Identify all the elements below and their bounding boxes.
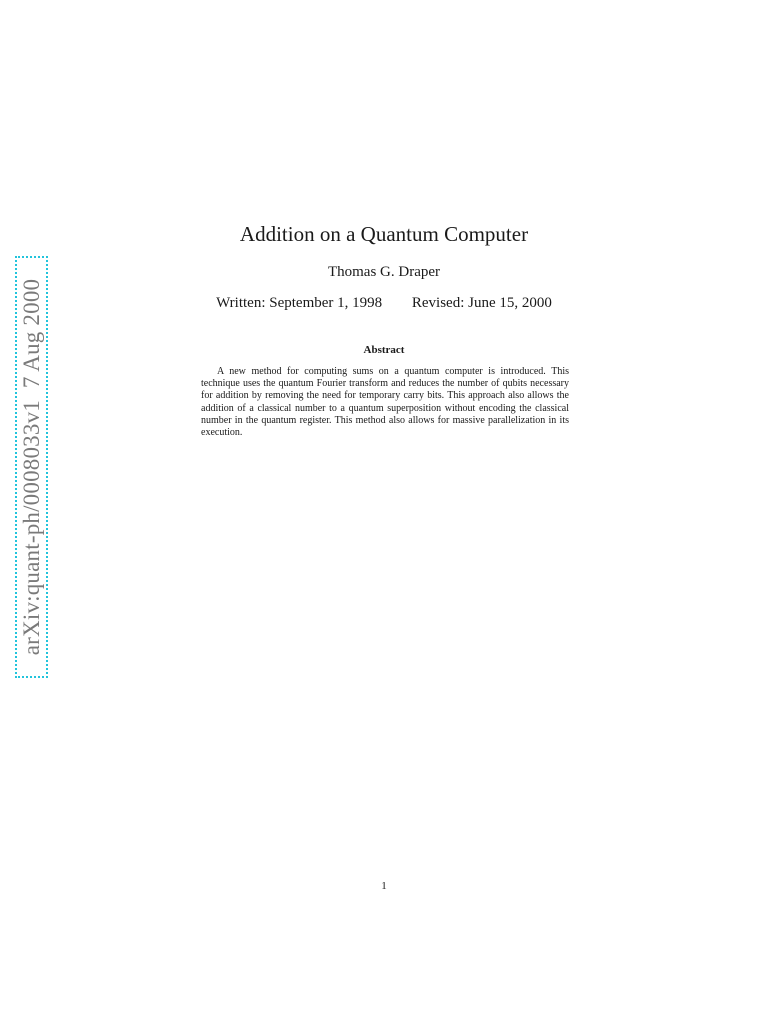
abstract-heading: Abstract (363, 344, 405, 356)
abstract-body: A new method for computing sums on a quantum computer is introduced. This technique uses the quantum Fourier transform and reduces the number of qubits necessary for addition by removing the need for temporary carry bits. This approach also allows the addition of a classical number to a quantum superposition without encoding the classical number in the quantum register. This method also allows for massive parallelization in its execution. (201, 366, 569, 439)
revised-date: Revised: June 15, 2000 (411, 295, 552, 311)
paper-author: Thomas G. Draper (327, 264, 441, 280)
arxiv-stamp[interactable] (15, 256, 48, 678)
arxiv-identifier[interactable]: arXiv:quant-ph/0008033v1 7 Aug 2000 (18, 278, 44, 656)
paper-title: Addition on a Quantum Computer (239, 222, 529, 246)
paper-dates (0, 295, 768, 312)
written-date: Written: September 1, 1998 (216, 295, 383, 311)
page-number: 1 (381, 880, 387, 892)
